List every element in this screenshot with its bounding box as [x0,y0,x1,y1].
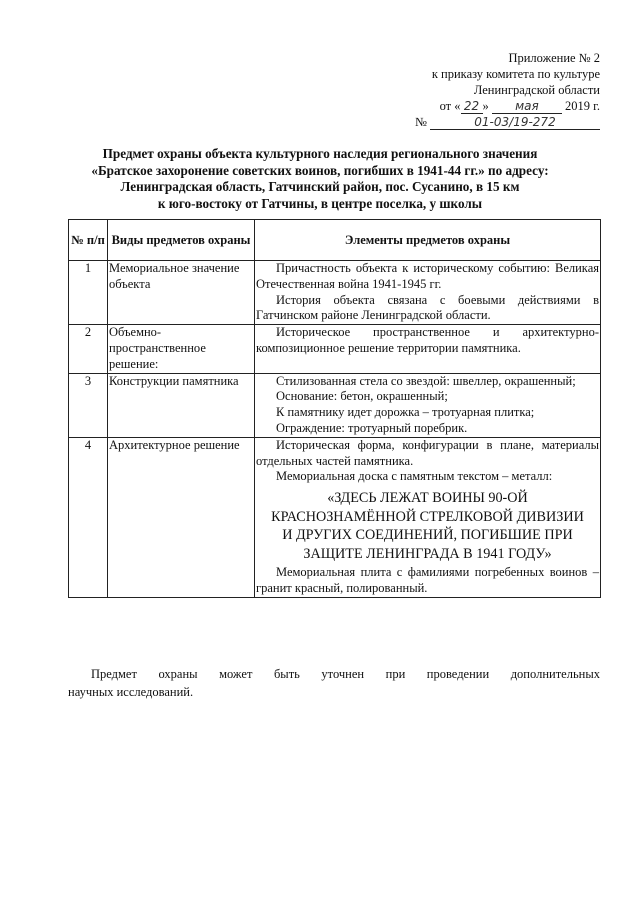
row-num: 1 [69,261,108,325]
row-num: 2 [69,325,108,373]
element-text: Основание: бетон, окрашенный; [276,389,448,404]
title-line-2: «Братское захоронение советских воинов, погибших в 1941-44 гг.» по адресу: [91,162,549,178]
date-day: 22 [461,100,483,114]
title-line-1: Предмет охраны объекта культурного наследия регионального значения [102,146,538,161]
plaque-line: «ЗДЕСЬ ЛЕЖАТ ВОИНЫ 90-ОЙ [327,490,528,507]
row-elements [255,437,601,597]
annex-number [400,114,600,130]
row-kind: Объемно-пространственное решение: [108,325,255,373]
title-line-3: Ленинградская область, Гатчинский район, пос. Сусанино, в 15 км [120,179,520,194]
annex-order-ref: к приказу комитета по культуре [431,67,600,81]
protection-table [68,219,601,598]
annex-header [400,50,600,130]
table-row [69,261,601,325]
plaque-line: ЗАЩИТЕ ЛЕНИНГРАДА В 1941 ГОДУ» [303,545,552,562]
header-elements: Элементы предметов охраны [255,220,601,261]
table-header-row [69,220,601,261]
header-kind: Виды предметов охраны [108,220,255,261]
order-number: 01-03/19-272 [430,116,600,130]
row-elements [255,325,601,373]
table-row [69,325,601,373]
footnote-line-2: научных исследований. [68,685,194,699]
element-text: Стилизованная стела со звездой: швеллер, окрашенный; [276,373,576,388]
header-num: № п/п [69,220,108,261]
date-year: 2019 г. [565,99,600,113]
row-num: 4 [69,437,108,597]
memorial-plaque-text [256,489,599,563]
element-text: История объекта связана с боевыми действиями в Гатчинском районе Ленинградской области. [256,292,599,323]
plaque-line: И ДРУГИХ СОЕДИНЕНИЙ, ПОГИБШИЕ ПРИ [282,527,573,544]
element-text: Ограждение: тротуарный поребрик. [276,420,468,435]
row-kind: Мемориальное значение объекта [108,261,255,325]
element-text: Причастность объекта к историческому событию: Великая Отечественная война 1941-1945 гг. [256,261,599,291]
row-num: 3 [69,373,108,437]
row-elements [255,373,601,437]
table-row [69,373,601,437]
row-elements [255,261,601,325]
date-prefix: от « [439,99,461,113]
element-text: К памятнику идет дорожка – тротуарная плитка; [276,405,535,420]
number-prefix: № [414,115,427,129]
row-kind: Архитектурное решение [108,437,255,597]
footnote-line-1: Предмет охраны может быть уточнен при проведении дополнительных [91,667,600,681]
plaque-line: КРАСНОЗНАМЁННОЙ СТРЕЛКОВОЙ ДИВИЗИИ [271,508,584,525]
element-text: Мемориальная доска с памятным текстом – металл: [276,469,553,484]
element-text: Историческое пространственное и архитектурно-композиционное решение территории памятника. [256,325,599,355]
date-month: мая [492,100,562,114]
row-kind: Конструкции памятника [108,373,255,437]
title-line-4: к юго-востоку от Гатчины, в центре поселка, у школы [157,195,483,211]
annex-title: Приложение № 2 [508,51,600,65]
annex-date [400,98,600,114]
date-mid: » [482,99,489,113]
footnote [68,665,600,701]
table-row [69,437,601,597]
element-text: Историческая форма, конфигурации в плане, материалы отдельных частей памятника. [256,437,599,468]
annex-region: Ленинградской области [473,83,600,97]
element-text: Мемориальная плита с фамилиями погребенных воинов – гранит красный, полированный. [256,565,599,595]
document-title [40,146,600,212]
